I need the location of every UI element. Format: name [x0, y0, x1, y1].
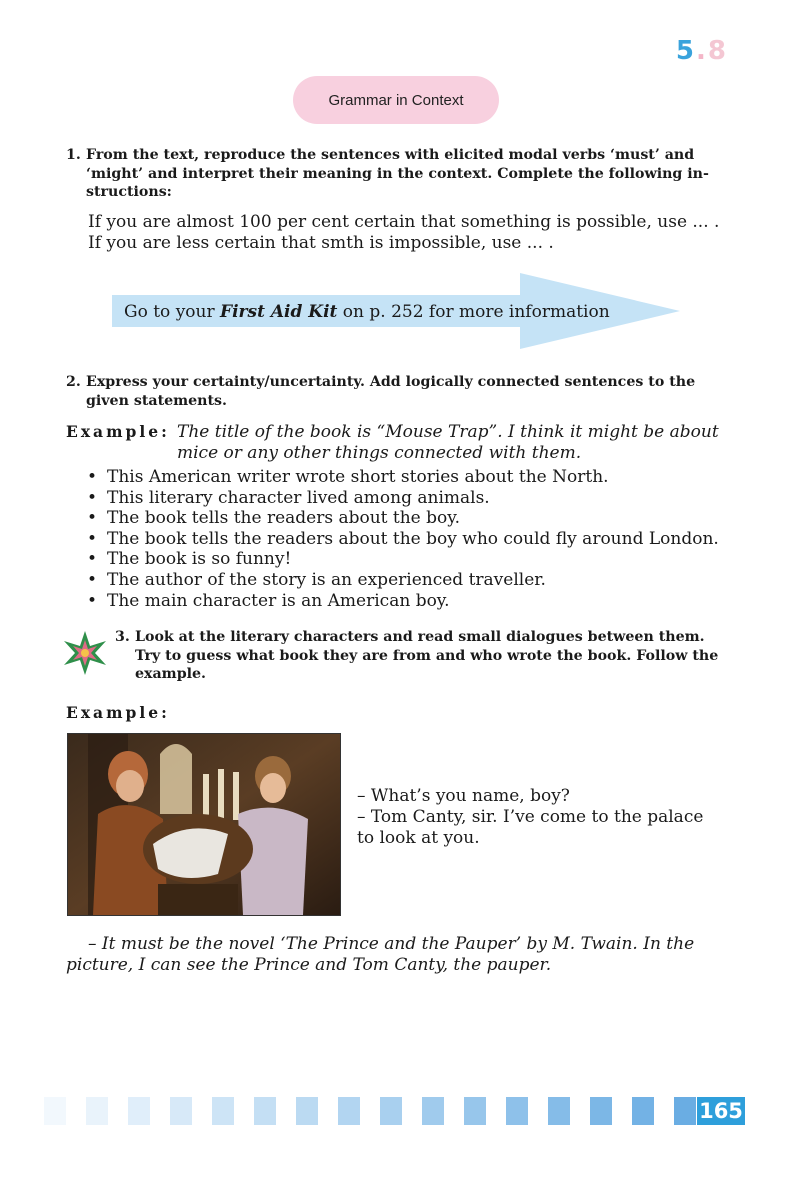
unit-dot: . — [696, 36, 708, 66]
callout-suffix: on p. 252 for more information — [337, 302, 610, 322]
statement-list — [87, 467, 737, 611]
list-item: • The book is so funny! — [87, 549, 737, 570]
task-line: Try to guess what book they are from and who wrote the book. Follow the — [135, 647, 719, 664]
task-2-instructions — [66, 373, 736, 410]
example-label: Example: — [66, 422, 170, 441]
list-item: • The author of the story is an experienced traveller. — [87, 570, 737, 591]
task-line: Express your certainty/uncertainty. Add logically connected sentences to the — [86, 374, 696, 390]
list-item: • The main character is an American boy. — [87, 591, 737, 612]
dialogue — [357, 786, 737, 849]
task-1-rules — [88, 212, 738, 254]
answer-line: – It must be the novel ‘The Prince and the Pauper’ by M. Twain. In the — [88, 934, 695, 954]
unit-minor: 8 — [707, 36, 728, 66]
task-line: ‘might’ and interpret their meaning in the context. Complete the following in- — [86, 165, 709, 182]
task-1-instructions — [66, 146, 736, 202]
list-item: • The book tells the readers about the boy who could fly around London. — [87, 529, 737, 550]
task-line: example. — [135, 666, 206, 682]
task-line: given statements. — [86, 392, 227, 409]
task-number: 3. — [115, 629, 130, 645]
example-answer — [66, 934, 736, 976]
unit-major: 5 — [675, 36, 697, 66]
example-label: Example: — [66, 703, 170, 722]
task-3-instructions — [115, 628, 737, 684]
film-still-image — [67, 733, 341, 916]
task-line: structions: — [86, 184, 172, 200]
section-title-badge — [293, 76, 499, 124]
list-item: • This American writer wrote short stories about the North. — [87, 467, 737, 488]
example-line: The title of the book is “Mouse Trap”. I think it might be about — [177, 422, 719, 442]
list-item: • The book tells the readers about the boy. — [87, 508, 737, 529]
rule-line: If you are almost 100 per cent certain that something is possible, use ... . — [88, 212, 720, 232]
list-item: • This literary character lived among animals. — [87, 488, 737, 509]
example-line: mice or any other things connected with them. — [177, 443, 582, 463]
callout-emphasis: First Aid Kit — [220, 302, 338, 322]
dialogue-line: – Tom Canty, sir. I’ve come to the palace — [357, 807, 704, 827]
section-title: Grammar in Context — [328, 91, 464, 109]
answer-line: picture, I can see the Prince and Tom Canty, the pauper. — [66, 955, 552, 975]
dialogue-line: – What’s you name, boy? — [357, 786, 570, 806]
first-aid-kit-reference — [124, 302, 664, 323]
task-number: 2. — [66, 374, 81, 390]
unit-number — [676, 36, 728, 66]
callout-prefix: Go to your — [124, 302, 221, 322]
task-line: Look at the literary characters and read small dialogues between them. — [135, 629, 705, 645]
task-number: 1. — [66, 147, 81, 163]
example-text — [177, 422, 737, 464]
dialogue-line: to look at you. — [357, 828, 480, 848]
star-icon — [62, 630, 108, 676]
rule-line: If you are less certain that smth is impossible, use ... . — [88, 233, 554, 253]
task-line: From the text, reproduce the sentences with elicited modal verbs ‘must’ and — [86, 147, 695, 163]
page-number: 165 — [697, 1097, 745, 1125]
